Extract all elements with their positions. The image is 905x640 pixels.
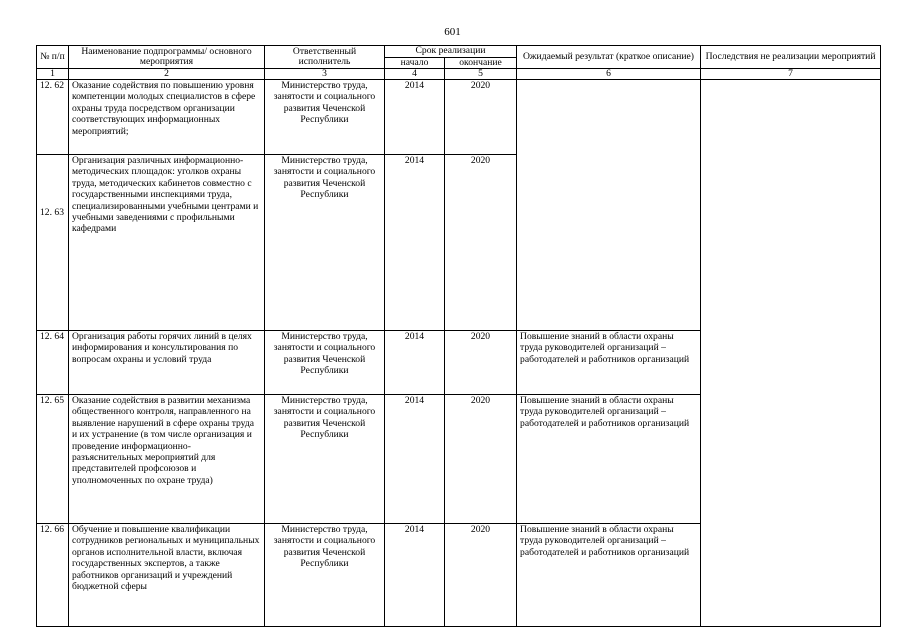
row-executor: Министерство труда, занятости и социального развития Чеченской Республики xyxy=(265,80,385,155)
row-executor: Министерство труда, занятости и социального развития Чеченской Республики xyxy=(265,331,385,395)
column-number: 7 xyxy=(701,69,881,80)
row-executor: Министерство труда, занятости и социального развития Чеченской Республики xyxy=(265,395,385,524)
program-table xyxy=(36,45,881,627)
row-end: 2020 xyxy=(445,155,517,331)
row-executor: Министерство труда, занятости и социального развития Чеченской Республики xyxy=(265,155,385,331)
row-start: 2014 xyxy=(385,331,445,395)
row-executor: Министерство труда, занятости и социального развития Чеченской Республики xyxy=(265,524,385,627)
header-result: Ожидаемый результат (краткое описание) xyxy=(517,46,701,69)
row-result: Повышение знаний в области охраны труда руководителей организаций – работодателей и работников организаций xyxy=(517,331,701,395)
column-number: 2 xyxy=(69,69,265,80)
row-name: Оказание содействия в развитии механизма общественного контроля, направленного на выявление нарушений в сфере охраны труда и их устранение (в том числе организация и проведение информационно-разъяснительных мероприятий для представителей профсоюзов и уполномоченных по охране труда) xyxy=(69,395,265,524)
header-executor: Ответственный исполнитель xyxy=(265,46,385,69)
page-number: 601 xyxy=(444,26,461,38)
row-start: 2014 xyxy=(385,395,445,524)
header-num: № п/п xyxy=(37,46,69,69)
column-number: 5 xyxy=(445,69,517,80)
row-name: Обучение и повышение квалификации сотрудников региональных и муниципальных органов исполнительной власти, включая государственных экспертов, а также работников организаций и учреждений бюджетной сферы xyxy=(69,524,265,627)
row-start: 2014 xyxy=(385,155,445,331)
column-number: 4 xyxy=(385,69,445,80)
row-result xyxy=(517,80,701,331)
row-result: Повышение знаний в области охраны труда руководителей организаций – работодателей и работников организаций xyxy=(517,524,701,627)
row-result: Повышение знаний в области охраны труда руководителей организаций – работодателей и работников организаций xyxy=(517,395,701,524)
row-num: 12. 62 xyxy=(37,80,69,155)
row-num: 12. 65 xyxy=(37,395,69,524)
row-name: Организация работы горячих линий в целях информирования и консультирования по вопросам охраны и условий труда xyxy=(69,331,265,395)
table-row xyxy=(37,80,881,155)
row-name: Оказание содействия по повышению уровня компетенции молодых специалистов в сфере охраны труда посредством организации соответствующих информационных мероприятий; xyxy=(69,80,265,155)
column-number: 3 xyxy=(265,69,385,80)
row-end: 2020 xyxy=(445,80,517,155)
header-period: Срок реализации xyxy=(385,46,517,58)
row-num: 12. 66 xyxy=(37,524,69,627)
column-number: 6 xyxy=(517,69,701,80)
row-num: 12. 64 xyxy=(37,331,69,395)
header-start: начало xyxy=(385,57,445,69)
row-end: 2020 xyxy=(445,331,517,395)
header-name: Наименование подпрограммы/ основного мероприятия xyxy=(69,46,265,69)
header-end: окончание xyxy=(445,57,517,69)
row-name: Организация различных информационно-методических площадок: уголков охраны труда, методических кабинетов совместно с государственными инспекциями труда, специализированными учебными центрами и учебными заведениями с профильными кафедрами xyxy=(69,155,265,331)
row-num: 12. 63 xyxy=(37,155,69,331)
row-consequences xyxy=(701,80,881,627)
row-start: 2014 xyxy=(385,524,445,627)
row-start: 2014 xyxy=(385,80,445,155)
header-consequences: Последствия не реализации мероприятий xyxy=(701,46,881,69)
row-end: 2020 xyxy=(445,395,517,524)
column-number: 1 xyxy=(37,69,69,80)
row-end: 2020 xyxy=(445,524,517,627)
header-row xyxy=(37,46,881,58)
column-number-row xyxy=(37,69,881,80)
